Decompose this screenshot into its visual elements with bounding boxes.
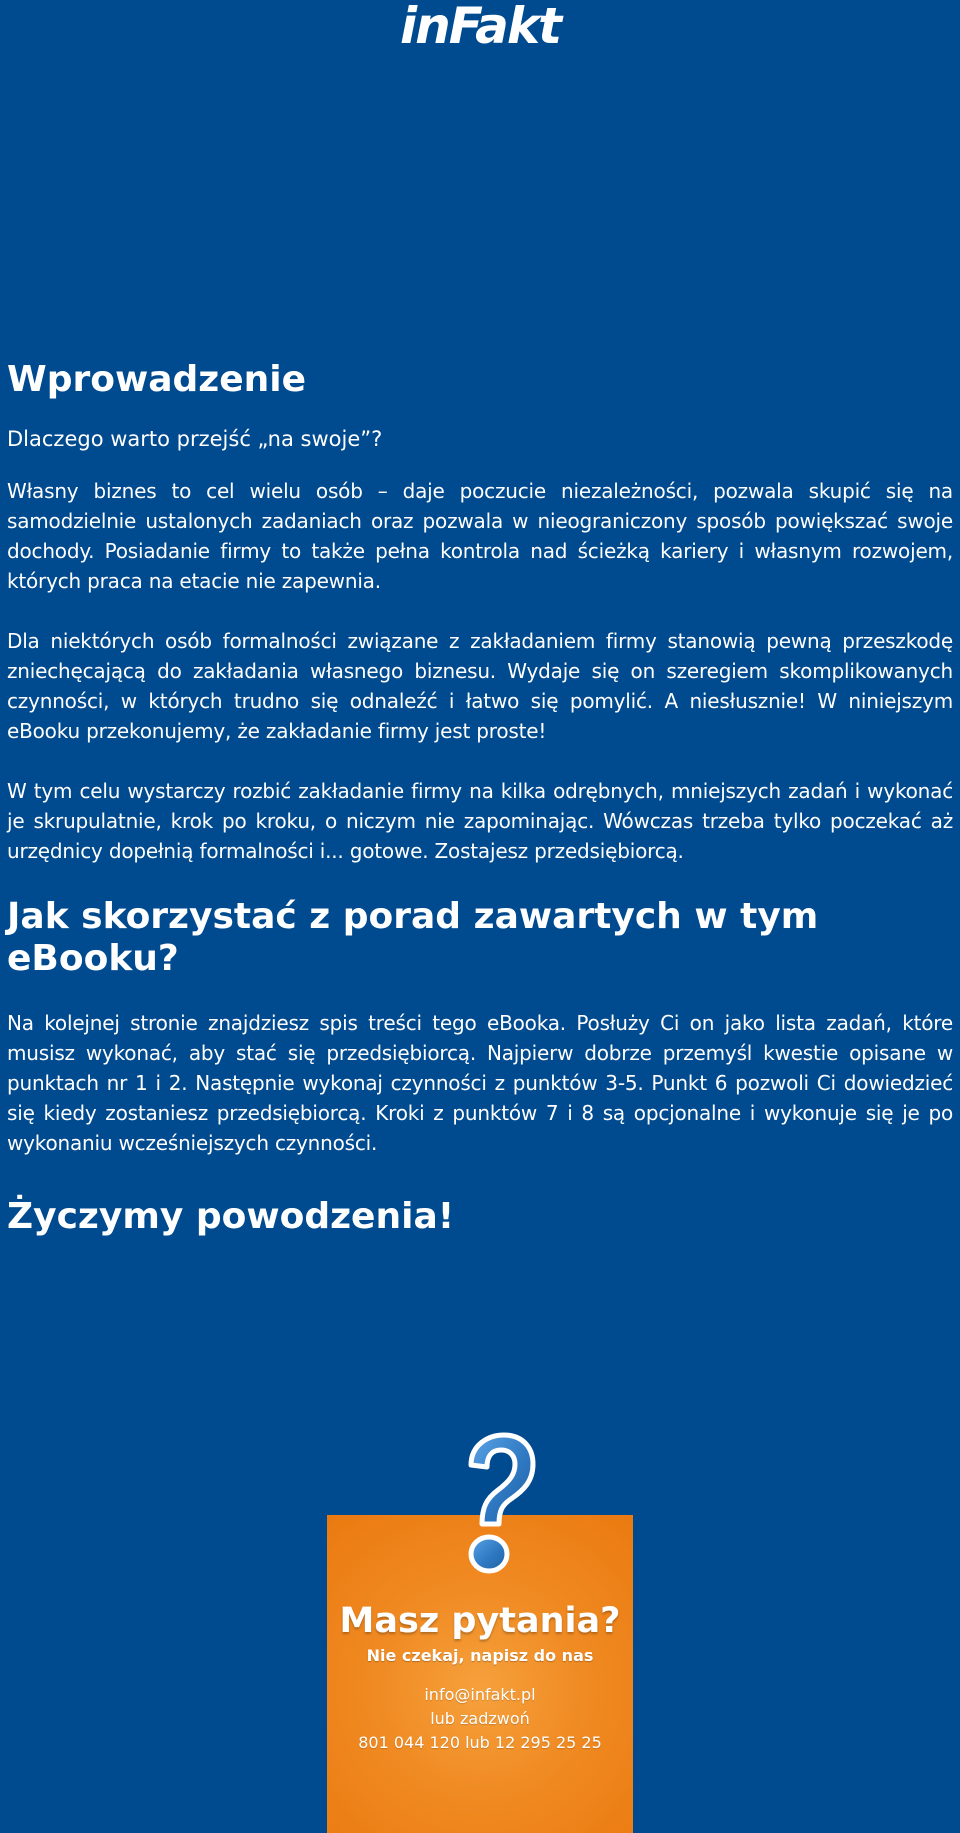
contact-phone[interactable]: 801 044 120 lub 12 295 25 25 [358, 1733, 602, 1752]
contact-promo-card [327, 1515, 633, 1833]
intro-paragraph-3: W tym celu wystarczy rozbić zakładanie firmy na kilka odrębnych, mniejszych zadań i wykonać je skrupulatnie, krok po kroku, o niczym nie zapominając. Wówczas trzeba tylko poczekać aż urzędnicy dopełnią formalności i... gotowe. Zostajesz przedsiębiorcą. [7, 779, 953, 863]
brand-logo: inFakt [399, 0, 561, 55]
promo-title: Masz pytania? [339, 1601, 621, 1641]
intro-paragraph-1: Własny biznes to cel wielu osób – daje poczucie niezależności, pozwala skupić się na samodzielnie ustalonych zadaniach oraz pozwala w nieograniczony sposób powiększać swoje dochody. Posiadanie firmy to także pełna kontrola nad ścieżką kariery i własnym rozwojem, których praca na etacie nie zapewnia. [7, 479, 953, 593]
contact-email[interactable]: info@infakt.pl [424, 1685, 536, 1704]
question-mark-icon [447, 1429, 537, 1579]
section-paragraph: Na kolejnej stronie znajdziesz spis treści tego eBooka. Posłuży Ci on jako lista zadań, które musisz wykonać, aby stać się przedsiębiorcą. Najpierw dobrze przemyśl kwestie opisane w punktach nr 1 i 2. Następnie wykonaj czynności z punktów 3-5. Punkt 6 pozwoli Ci dowiedzieć się kiedy zostaniesz przedsiębiorcą. Kroki z punktów 7 i 8 są opcjonalne i wykonuje się je po wykonaniu wcześniejszych czynności. [7, 1011, 953, 1155]
section-title: Jak skorzystać z porad zawartych w tym eBooku? [7, 896, 819, 979]
closing-title: Życzymy powodzenia! [7, 1196, 455, 1237]
phone-prefix: lub zadzwoń [430, 1709, 530, 1728]
document-content [7, 358, 953, 1238]
promo-subtitle: Nie czekaj, napisz do nas [366, 1646, 594, 1665]
intro-subtitle: Dlaczego warto przejść „na swoje”? [7, 427, 383, 451]
intro-paragraph-2: Dla niektórych osób formalności związane z zakładaniem firmy stanowią pewną przeszkodę zniechęcającą do zakładania własnego biznesu. Wydaje się on szeregiem skomplikowanych czynności, w których trudno się odnaleźć i łatwo się pomylić. A niesłusznie! W niniejszym eBooku przekonujemy, że zakładanie firmy jest proste! [7, 629, 953, 743]
page-title: Wprowadzenie [7, 359, 307, 400]
